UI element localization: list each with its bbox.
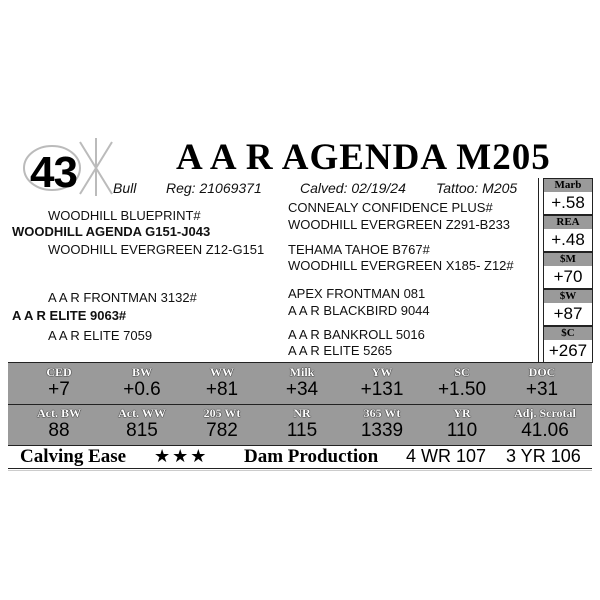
actual-cell-365wt — [342, 404, 422, 445]
actual-cell-205wt — [182, 404, 262, 445]
epd-value: +81 — [205, 379, 239, 400]
epd-header: Milk — [289, 365, 315, 379]
actual-header: Adj. Scrotal — [514, 406, 576, 420]
stat-weaned — [543, 289, 593, 326]
actual-header: Act. BW — [37, 406, 81, 420]
epd-header: SC — [454, 365, 470, 379]
stat-rea — [543, 215, 593, 252]
pedigree-ss-sire: CONNEALY CONFIDENCE PLUS# — [288, 200, 493, 215]
pedigree-ds-sire: APEX FRONTMAN 081 — [288, 286, 426, 301]
stat-combined — [543, 326, 593, 363]
epd-cell-yw — [342, 363, 422, 404]
epd-grid — [8, 362, 592, 446]
epd-cell-ww — [182, 363, 262, 404]
actual-value: 88 — [48, 420, 70, 441]
actual-header: 205 Wt — [203, 406, 241, 420]
stat-value: +.48 — [551, 230, 585, 249]
stat-marb — [543, 178, 593, 215]
pedigree-dam-dam: A A R ELITE 7059 — [48, 328, 153, 343]
calved-date: Calved: 02/19/24 — [300, 180, 406, 196]
stat-maternal — [543, 252, 593, 289]
pedigree-sire-dam: WOODHILL EVERGREEN Z12-G151 — [48, 242, 265, 257]
stat-label: Marb — [544, 179, 592, 192]
actual-cell-bw — [16, 404, 102, 445]
actual-value: 815 — [126, 420, 158, 441]
epd-cell-bw — [102, 363, 182, 404]
actual-cell-scrotal — [502, 404, 588, 445]
stat-label: $C — [544, 327, 592, 340]
epd-header: BW — [131, 365, 152, 379]
actual-value: 110 — [446, 420, 478, 441]
dam-production-wr: 4 WR 107 — [406, 446, 487, 466]
stat-value: +87 — [553, 304, 583, 323]
pedigree-sd-dam: WOODHILL EVERGREEN X185- Z12# — [288, 258, 514, 273]
epd-value: +1.50 — [437, 379, 487, 400]
lot-number: 43 — [30, 148, 77, 197]
epd-cell-doc — [502, 363, 582, 404]
actual-value: 1339 — [360, 420, 404, 441]
epd-row — [8, 363, 592, 405]
epd-header: CED — [46, 365, 72, 379]
dam-production-yr: 3 YR 106 — [506, 446, 581, 466]
footer-row — [8, 444, 592, 469]
pedigree-dd-dam: A A R ELITE 5265 — [288, 343, 393, 358]
sex-label: Bull — [113, 180, 137, 196]
stat-label: $W — [544, 290, 592, 303]
calving-ease-stars-icon: ★★★ — [154, 446, 209, 466]
animal-name: A A R AGENDA M205 — [176, 137, 551, 178]
lot-card — [8, 130, 592, 475]
registration-number: Reg: 21069371 — [166, 180, 262, 196]
divider — [8, 470, 592, 471]
epd-header: DOC — [528, 365, 556, 379]
stat-label: $M — [544, 253, 592, 266]
pedigree-dam: A A R ELITE 9063# — [12, 308, 127, 323]
pedigree-sd-sire: TEHAMA TAHOE B767# — [288, 242, 430, 257]
epd-cell-milk — [262, 363, 342, 404]
epd-value: +7 — [48, 379, 70, 400]
actual-value: 41.06 — [521, 420, 569, 441]
pedigree-ss-dam: WOODHILL EVERGREEN Z291-B233 — [288, 217, 511, 232]
stat-value: +267 — [548, 341, 588, 360]
actual-cell-ww — [102, 404, 182, 445]
actual-header: 365 Wt — [363, 406, 401, 420]
actual-cell-nr — [262, 404, 342, 445]
pedigree-dd-sire: A A R BANKROLL 5016 — [288, 327, 425, 342]
epd-cell-sc — [422, 363, 502, 404]
actual-header: Act. WW — [118, 406, 166, 420]
stat-value: +70 — [553, 267, 583, 286]
epd-value: +34 — [285, 379, 319, 400]
side-stats — [538, 178, 591, 362]
actuals-row — [8, 404, 592, 445]
actual-header: NR — [293, 406, 311, 420]
epd-cell-ced — [16, 363, 102, 404]
epd-header: WW — [210, 365, 234, 379]
calving-ease-label: Calving Ease — [20, 446, 127, 467]
stat-value: +.58 — [551, 193, 585, 212]
pedigree-ds-dam: A A R BLACKBIRD 9044 — [288, 303, 430, 318]
pedigree-sire: WOODHILL AGENDA G151-J043 — [12, 224, 211, 239]
actual-value: 115 — [286, 420, 318, 441]
tattoo: Tattoo: M205 — [436, 180, 518, 196]
dam-production-label: Dam Production — [244, 446, 379, 467]
actual-header: YR — [453, 406, 471, 420]
actual-value: 782 — [206, 420, 238, 441]
epd-value: +131 — [360, 379, 404, 400]
pedigree-dam-sire: A A R FRONTMAN 3132# — [48, 290, 197, 305]
epd-value: +31 — [525, 379, 559, 400]
epd-header: YW — [371, 365, 393, 379]
pedigree-sire-sire: WOODHILL BLUEPRINT# — [48, 208, 201, 223]
actual-cell-yr — [422, 404, 502, 445]
epd-value: +0.6 — [123, 379, 161, 400]
stat-label: REA — [544, 216, 592, 229]
